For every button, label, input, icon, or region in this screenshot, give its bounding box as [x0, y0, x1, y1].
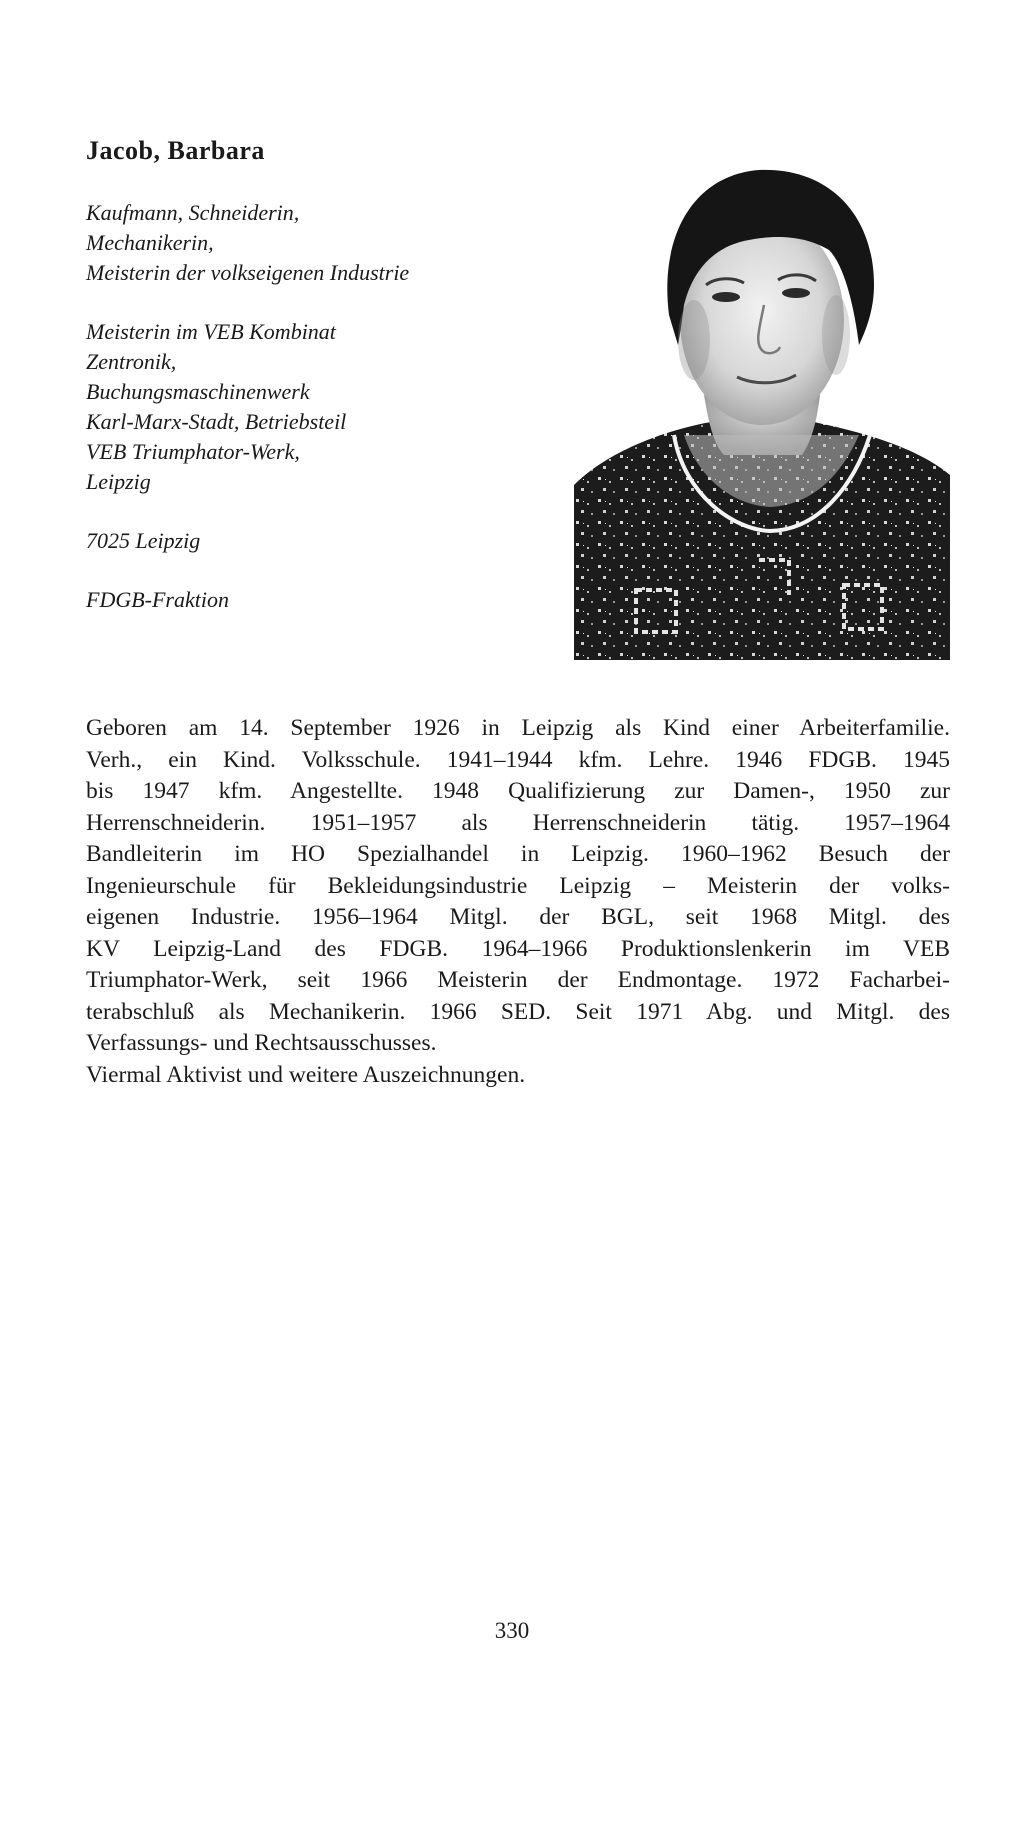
biography-line: Verfassungs- und Rechtsausschusses.: [86, 1030, 437, 1056]
biography-line: Herrenschneiderin. 1951–1957 als Herrenschneiderin tätig. 1957–1964: [86, 809, 950, 836]
profession-line: Meisterin der volkseigenen Industrie: [86, 260, 410, 285]
workplace-line: Buchungsmaschinenwerk: [86, 379, 310, 404]
biography-line: terabschluß als Mechanikerin. 1966 SED. Seit 1971 Abg. und Mitgl. des: [86, 998, 950, 1025]
person-name: Jacob, Barbara: [86, 136, 265, 165]
address: 7025 Leipzig: [86, 528, 201, 553]
page-number: 330: [494, 1618, 530, 1643]
awards-line: Viermal Aktivist und weitere Auszeichnungen.: [86, 1061, 526, 1088]
profession-line: Kaufmann, Schneiderin,: [86, 200, 300, 225]
workplace-line: Karl-Marx-Stadt, Betriebsteil: [86, 409, 347, 434]
biography-line: Bandleiterin im HO Spezialhandel in Leipzig. 1960–1962 Besuch der: [86, 841, 950, 867]
portrait-photo: [574, 145, 950, 660]
biography-line: bis 1947 kfm. Angestellte. 1948 Qualifizierung zur Damen-, 1950 zur: [86, 778, 950, 804]
workplace-line: Zentronik,: [86, 349, 177, 374]
workplace-line: Meisterin im VEB Kombinat: [86, 319, 336, 344]
biography-line: Geboren am 14. September 1926 in Leipzig als Kind einer Arbeiterfamilie.: [86, 715, 950, 741]
biography-text: [86, 713, 950, 1091]
faction-block: [86, 585, 566, 615]
biography-line: eigenen Industrie. 1956–1964 Mitgl. der BGL, seit 1968 Mitgl. des: [86, 904, 950, 930]
profession-line: Mechanikerin,: [86, 230, 214, 255]
workplace-line: VEB Triumphator-Werk,: [86, 439, 300, 464]
info-column: [86, 198, 566, 644]
workplace-block: [86, 317, 566, 497]
biography-line: Ingenieurschule für Bekleidungsindustrie Leipzig – Meisterin der volks-: [86, 872, 950, 899]
biography-line: Triumphator-Werk, seit 1966 Meisterin der Endmontage. 1972 Facharbei-: [86, 967, 950, 993]
address-block: [86, 526, 566, 556]
faction: FDGB-Fraktion: [86, 587, 229, 612]
biography-line: Verh., ein Kind. Volksschule. 1941–1944 kfm. Lehre. 1946 FDGB. 1945: [86, 746, 950, 773]
profession-block: [86, 198, 566, 288]
workplace-line: Leipzig: [86, 469, 151, 494]
biography-line: KV Leipzig-Land des FDGB. 1964–1966 Produktionslenkerin im VEB: [86, 935, 950, 962]
